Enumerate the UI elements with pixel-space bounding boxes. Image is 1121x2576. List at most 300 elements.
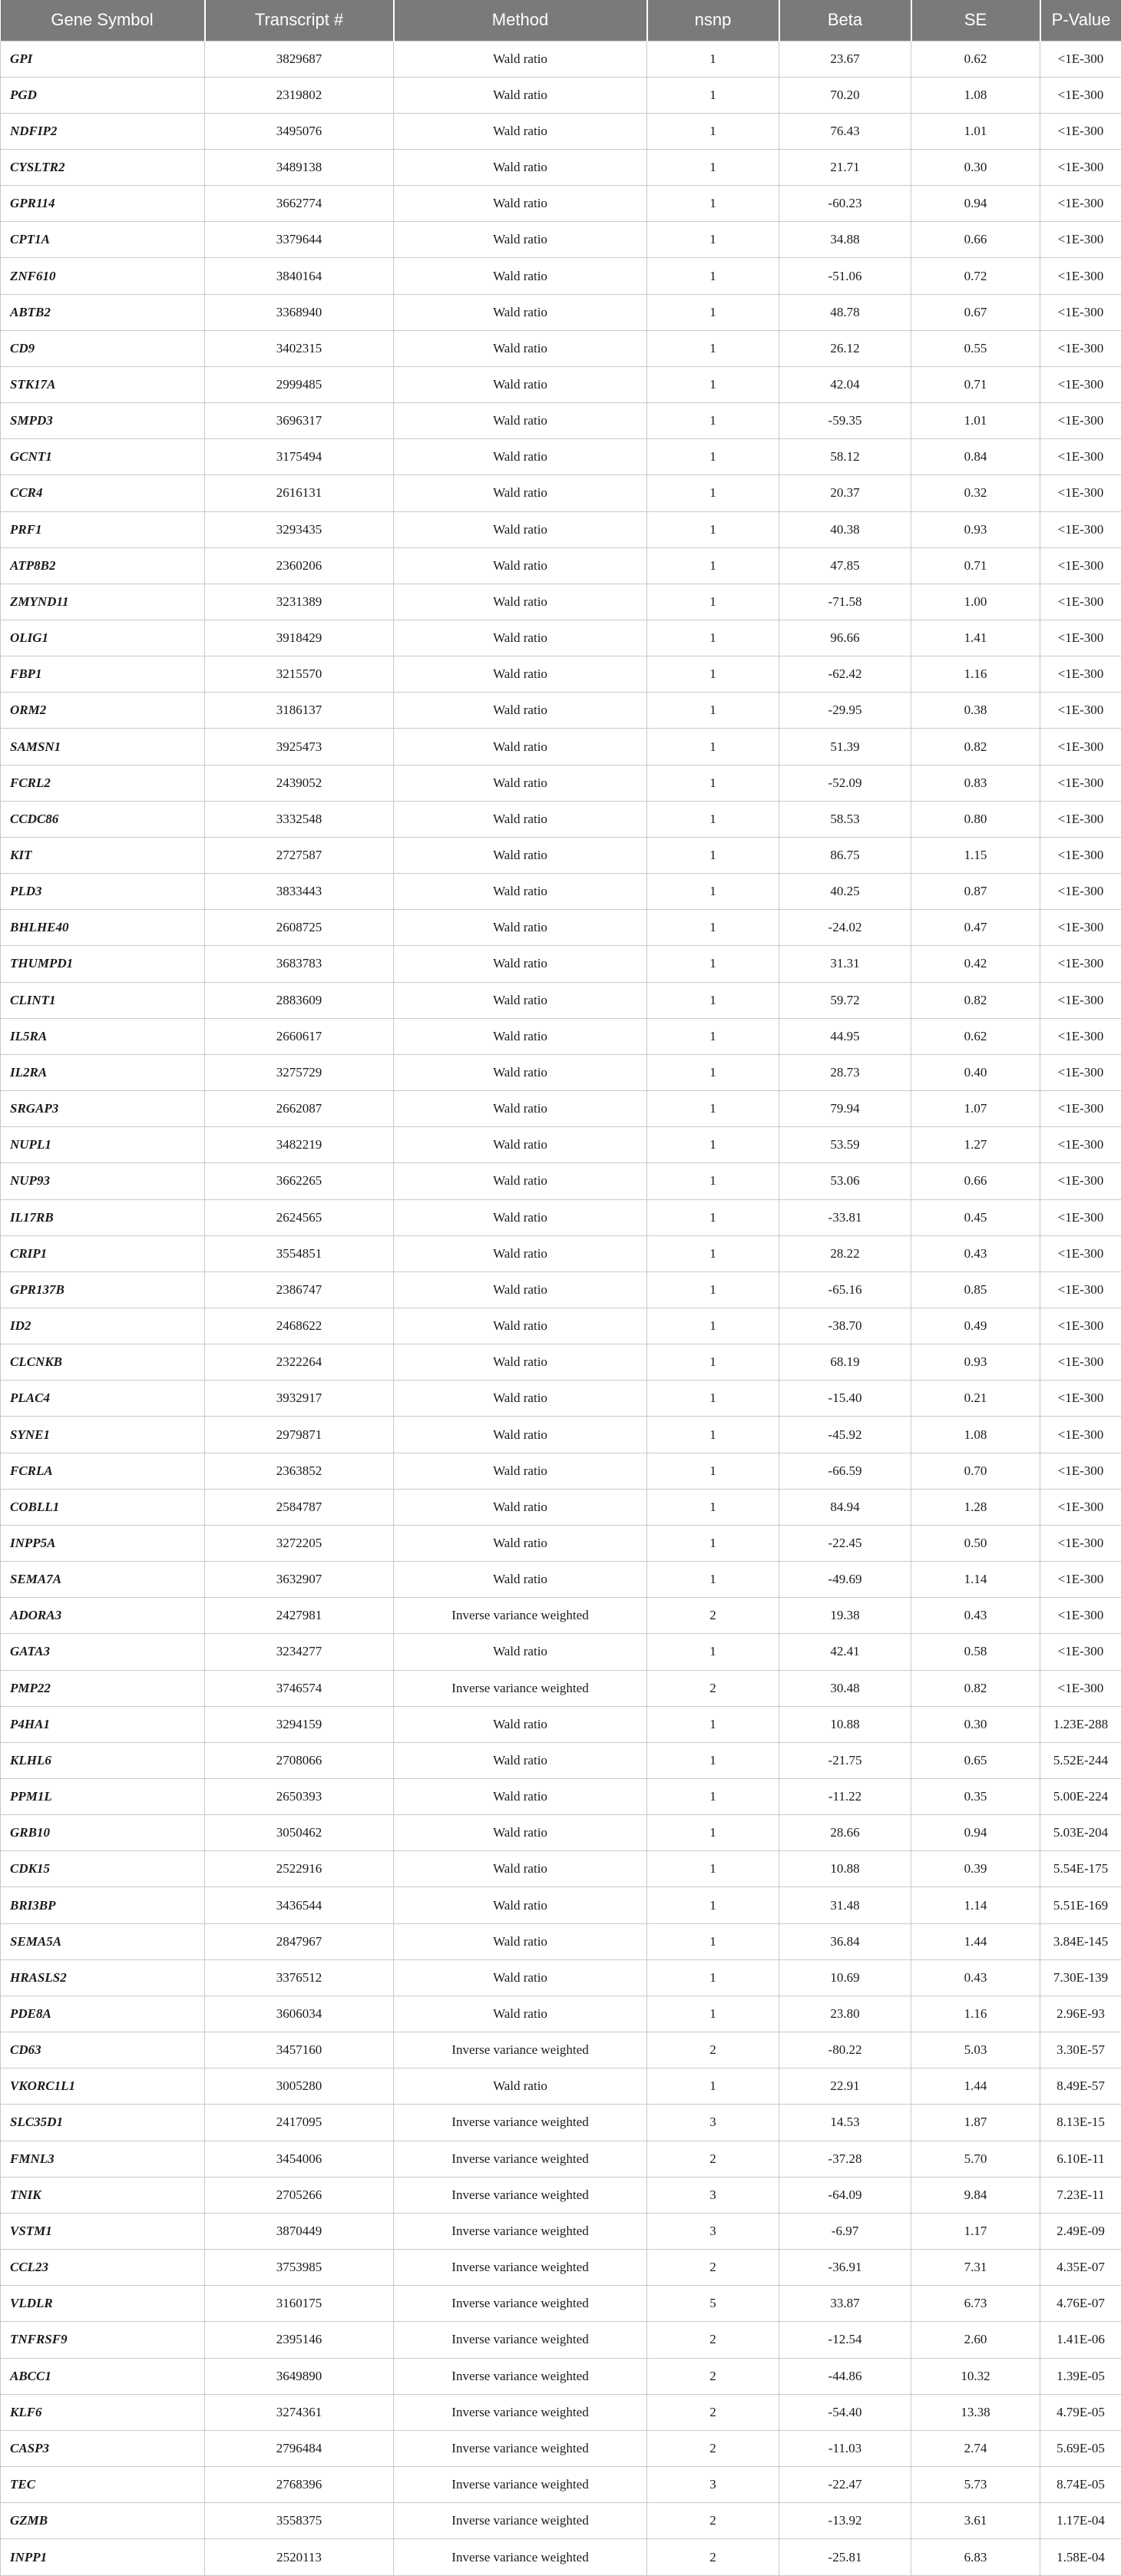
se-cell: 0.43 bbox=[911, 1598, 1040, 1634]
beta-cell: 86.75 bbox=[779, 837, 911, 873]
nsnp-cell: 1 bbox=[647, 1959, 779, 1996]
p-value-cell: <1E-300 bbox=[1040, 1054, 1121, 1090]
transcript-cell: 2386747 bbox=[205, 1271, 394, 1308]
method-cell: Wald ratio bbox=[394, 1742, 647, 1778]
se-cell: 0.43 bbox=[911, 1959, 1040, 1996]
method-cell: Inverse variance weighted bbox=[394, 2539, 647, 2576]
se-cell: 1.15 bbox=[911, 837, 1040, 873]
table-row bbox=[1, 1381, 1121, 1417]
table-row bbox=[1, 2430, 1121, 2466]
p-value-cell: <1E-300 bbox=[1040, 874, 1121, 910]
transcript-cell: 3554851 bbox=[205, 1235, 394, 1271]
method-cell: Wald ratio bbox=[394, 1851, 647, 1887]
gene-symbol-cell: VSTM1 bbox=[1, 2213, 205, 2249]
beta-cell: -21.75 bbox=[779, 1742, 911, 1778]
gene-symbol-cell: GATA3 bbox=[1, 1634, 205, 1670]
nsnp-cell: 1 bbox=[647, 1706, 779, 1742]
se-cell: 0.94 bbox=[911, 1815, 1040, 1851]
se-cell: 0.94 bbox=[911, 186, 1040, 222]
p-value-cell: <1E-300 bbox=[1040, 439, 1121, 475]
method-cell: Wald ratio bbox=[394, 1091, 647, 1127]
se-cell: 0.45 bbox=[911, 1199, 1040, 1235]
transcript-cell: 2979871 bbox=[205, 1417, 394, 1453]
p-value-cell: 2.96E-93 bbox=[1040, 1996, 1121, 2032]
p-value-cell: <1E-300 bbox=[1040, 1271, 1121, 1308]
se-cell: 1.01 bbox=[911, 113, 1040, 149]
method-cell: Wald ratio bbox=[394, 584, 647, 620]
p-value-cell: 3.30E-57 bbox=[1040, 2032, 1121, 2068]
transcript-cell: 3932917 bbox=[205, 1381, 394, 1417]
table-row bbox=[1, 1851, 1121, 1887]
table-row bbox=[1, 439, 1121, 475]
nsnp-cell: 1 bbox=[647, 113, 779, 149]
table-row bbox=[1, 2213, 1121, 2249]
method-cell: Wald ratio bbox=[394, 366, 647, 402]
nsnp-cell: 1 bbox=[647, 403, 779, 439]
method-cell: Wald ratio bbox=[394, 1344, 647, 1381]
nsnp-cell: 1 bbox=[647, 765, 779, 801]
nsnp-cell: 1 bbox=[647, 946, 779, 982]
nsnp-cell: 1 bbox=[647, 1742, 779, 1778]
transcript-cell: 3436544 bbox=[205, 1887, 394, 1923]
beta-cell: -36.91 bbox=[779, 2250, 911, 2286]
transcript-cell: 3829687 bbox=[205, 41, 394, 77]
se-cell: 0.66 bbox=[911, 1163, 1040, 1199]
se-cell: 0.87 bbox=[911, 874, 1040, 910]
table-row bbox=[1, 1199, 1121, 1235]
nsnp-cell: 1 bbox=[647, 1271, 779, 1308]
transcript-cell: 3870449 bbox=[205, 2213, 394, 2249]
gene-symbol-cell: FCRL2 bbox=[1, 765, 205, 801]
beta-cell: 70.20 bbox=[779, 77, 911, 113]
beta-cell: 20.37 bbox=[779, 475, 911, 511]
se-cell: 1.28 bbox=[911, 1489, 1040, 1525]
nsnp-cell: 1 bbox=[647, 1127, 779, 1163]
gene-symbol-cell: ADORA3 bbox=[1, 1598, 205, 1634]
beta-cell: -80.22 bbox=[779, 2032, 911, 2068]
p-value-cell: <1E-300 bbox=[1040, 149, 1121, 185]
method-cell: Wald ratio bbox=[394, 765, 647, 801]
method-cell: Wald ratio bbox=[394, 1054, 647, 1090]
p-value-cell: <1E-300 bbox=[1040, 1525, 1121, 1561]
method-cell: Wald ratio bbox=[394, 1489, 647, 1525]
method-cell: Inverse variance weighted bbox=[394, 2322, 647, 2358]
nsnp-cell: 1 bbox=[647, 1815, 779, 1851]
beta-cell: -59.35 bbox=[779, 403, 911, 439]
beta-cell: 84.94 bbox=[779, 1489, 911, 1525]
nsnp-cell: 1 bbox=[647, 511, 779, 547]
table-row bbox=[1, 982, 1121, 1018]
method-cell: Wald ratio bbox=[394, 1923, 647, 1959]
se-cell: 0.58 bbox=[911, 1634, 1040, 1670]
table-row bbox=[1, 765, 1121, 801]
method-cell: Wald ratio bbox=[394, 1453, 647, 1489]
p-value-cell: 1.23E-288 bbox=[1040, 1706, 1121, 1742]
nsnp-cell: 1 bbox=[647, 1163, 779, 1199]
method-cell: Wald ratio bbox=[394, 729, 647, 765]
p-value-cell: <1E-300 bbox=[1040, 1127, 1121, 1163]
se-cell: 6.83 bbox=[911, 2539, 1040, 2576]
gene-symbol-cell: CCR4 bbox=[1, 475, 205, 511]
table-row bbox=[1, 1235, 1121, 1271]
beta-cell: -11.03 bbox=[779, 2430, 911, 2466]
gene-symbol-cell: CCL23 bbox=[1, 2250, 205, 2286]
se-cell: 0.35 bbox=[911, 1779, 1040, 1815]
method-cell: Wald ratio bbox=[394, 1163, 647, 1199]
transcript-cell: 3696317 bbox=[205, 403, 394, 439]
se-cell: 0.83 bbox=[911, 765, 1040, 801]
nsnp-cell: 2 bbox=[647, 1670, 779, 1706]
transcript-cell: 3005280 bbox=[205, 2068, 394, 2105]
nsnp-cell: 3 bbox=[647, 2177, 779, 2213]
beta-cell: -29.95 bbox=[779, 693, 911, 729]
nsnp-cell: 1 bbox=[647, 1634, 779, 1670]
table-row bbox=[1, 2105, 1121, 2141]
gene-symbol-cell: CYSLTR2 bbox=[1, 149, 205, 185]
nsnp-cell: 1 bbox=[647, 1018, 779, 1054]
table-row bbox=[1, 2068, 1121, 2105]
p-value-cell: <1E-300 bbox=[1040, 1018, 1121, 1054]
nsnp-cell: 1 bbox=[647, 1199, 779, 1235]
p-value-cell: <1E-300 bbox=[1040, 1308, 1121, 1344]
p-value-cell: <1E-300 bbox=[1040, 330, 1121, 366]
se-cell: 0.82 bbox=[911, 982, 1040, 1018]
method-cell: Wald ratio bbox=[394, 656, 647, 693]
p-value-cell: <1E-300 bbox=[1040, 1344, 1121, 1381]
beta-cell: -62.42 bbox=[779, 656, 911, 693]
method-cell: Wald ratio bbox=[394, 1018, 647, 1054]
se-cell: 1.14 bbox=[911, 1562, 1040, 1598]
method-cell: Wald ratio bbox=[394, 186, 647, 222]
nsnp-cell: 2 bbox=[647, 2394, 779, 2430]
nsnp-cell: 1 bbox=[647, 729, 779, 765]
table-row bbox=[1, 1091, 1121, 1127]
nsnp-cell: 1 bbox=[647, 475, 779, 511]
p-value-cell: 1.39E-05 bbox=[1040, 2358, 1121, 2394]
p-value-cell: <1E-300 bbox=[1040, 1091, 1121, 1127]
p-value-cell: <1E-300 bbox=[1040, 222, 1121, 258]
p-value-cell: 2.49E-09 bbox=[1040, 2213, 1121, 2249]
gene-symbol-cell: COBLL1 bbox=[1, 1489, 205, 1525]
transcript-cell: 2847967 bbox=[205, 1923, 394, 1959]
transcript-cell: 3753985 bbox=[205, 2250, 394, 2286]
table-row bbox=[1, 1996, 1121, 2032]
nsnp-cell: 1 bbox=[647, 1851, 779, 1887]
beta-cell: 30.48 bbox=[779, 1670, 911, 1706]
table-row bbox=[1, 222, 1121, 258]
beta-cell: -15.40 bbox=[779, 1381, 911, 1417]
gene-symbol-cell: CASP3 bbox=[1, 2430, 205, 2466]
se-cell: 0.55 bbox=[911, 330, 1040, 366]
transcript-cell: 2999485 bbox=[205, 366, 394, 402]
gene-symbol-cell: CRIP1 bbox=[1, 1235, 205, 1271]
table-row bbox=[1, 366, 1121, 402]
method-cell: Inverse variance weighted bbox=[394, 2177, 647, 2213]
beta-cell: 26.12 bbox=[779, 330, 911, 366]
p-value-cell: 7.23E-11 bbox=[1040, 2177, 1121, 2213]
transcript-cell: 2624565 bbox=[205, 1199, 394, 1235]
method-cell: Wald ratio bbox=[394, 910, 647, 946]
se-cell: 7.31 bbox=[911, 2250, 1040, 2286]
transcript-cell: 3649890 bbox=[205, 2358, 394, 2394]
nsnp-cell: 5 bbox=[647, 2286, 779, 2322]
table-row bbox=[1, 2358, 1121, 2394]
se-cell: 0.50 bbox=[911, 1525, 1040, 1561]
se-cell: 0.82 bbox=[911, 729, 1040, 765]
method-cell: Wald ratio bbox=[394, 294, 647, 330]
se-cell: 0.30 bbox=[911, 149, 1040, 185]
transcript-cell: 2883609 bbox=[205, 982, 394, 1018]
transcript-cell: 2584787 bbox=[205, 1489, 394, 1525]
gene-symbol-cell: FCRLA bbox=[1, 1453, 205, 1489]
gene-symbol-cell: FMNL3 bbox=[1, 2141, 205, 2177]
se-cell: 0.30 bbox=[911, 1706, 1040, 1742]
nsnp-cell: 1 bbox=[647, 584, 779, 620]
transcript-cell: 2417095 bbox=[205, 2105, 394, 2141]
method-cell: Wald ratio bbox=[394, 1235, 647, 1271]
se-cell: 1.87 bbox=[911, 2105, 1040, 2141]
beta-cell: 31.48 bbox=[779, 1887, 911, 1923]
gene-symbol-cell: TEC bbox=[1, 2466, 205, 2502]
p-value-cell: <1E-300 bbox=[1040, 765, 1121, 801]
table-row bbox=[1, 1018, 1121, 1054]
gene-symbol-cell: ZNF610 bbox=[1, 258, 205, 294]
p-value-cell: <1E-300 bbox=[1040, 1417, 1121, 1453]
gene-symbol-cell: ATP8B2 bbox=[1, 547, 205, 584]
gene-symbol-cell: P4HA1 bbox=[1, 1706, 205, 1742]
table-row bbox=[1, 1779, 1121, 1815]
p-value-cell: 5.00E-224 bbox=[1040, 1779, 1121, 1815]
gene-symbol-cell: PDE8A bbox=[1, 1996, 205, 2032]
method-cell: Wald ratio bbox=[394, 403, 647, 439]
p-value-cell: <1E-300 bbox=[1040, 366, 1121, 402]
beta-cell: -24.02 bbox=[779, 910, 911, 946]
beta-cell: -45.92 bbox=[779, 1417, 911, 1453]
se-cell: 1.00 bbox=[911, 584, 1040, 620]
p-value-cell: 4.79E-05 bbox=[1040, 2394, 1121, 2430]
table-row bbox=[1, 2539, 1121, 2576]
gene-symbol-cell: GRB10 bbox=[1, 1815, 205, 1851]
se-cell: 1.08 bbox=[911, 1417, 1040, 1453]
gene-symbol-cell: FBP1 bbox=[1, 656, 205, 693]
p-value-cell: <1E-300 bbox=[1040, 294, 1121, 330]
method-cell: Wald ratio bbox=[394, 330, 647, 366]
method-cell: Wald ratio bbox=[394, 1996, 647, 2032]
nsnp-cell: 1 bbox=[647, 186, 779, 222]
method-cell: Wald ratio bbox=[394, 1779, 647, 1815]
table-row bbox=[1, 1489, 1121, 1525]
table-row bbox=[1, 693, 1121, 729]
method-cell: Wald ratio bbox=[394, 1562, 647, 1598]
method-cell: Wald ratio bbox=[394, 1271, 647, 1308]
table-row bbox=[1, 403, 1121, 439]
transcript-cell: 3368940 bbox=[205, 294, 394, 330]
p-value-cell: <1E-300 bbox=[1040, 1453, 1121, 1489]
gene-symbol-cell: THUMPD1 bbox=[1, 946, 205, 982]
se-cell: 3.61 bbox=[911, 2503, 1040, 2539]
method-cell: Wald ratio bbox=[394, 837, 647, 873]
transcript-cell: 3293435 bbox=[205, 511, 394, 547]
nsnp-cell: 1 bbox=[647, 1489, 779, 1525]
gene-symbol-cell: PLD3 bbox=[1, 874, 205, 910]
method-cell: Inverse variance weighted bbox=[394, 2286, 647, 2322]
se-cell: 9.84 bbox=[911, 2177, 1040, 2213]
table-row bbox=[1, 294, 1121, 330]
table-row bbox=[1, 2250, 1121, 2286]
table-row bbox=[1, 1271, 1121, 1308]
header-gene-symbol: Gene Symbol bbox=[1, 0, 205, 41]
se-cell: 5.70 bbox=[911, 2141, 1040, 2177]
transcript-cell: 3489138 bbox=[205, 149, 394, 185]
p-value-cell: 8.74E-05 bbox=[1040, 2466, 1121, 2502]
nsnp-cell: 1 bbox=[647, 801, 779, 837]
method-cell: Wald ratio bbox=[394, 113, 647, 149]
gene-symbol-cell: OLIG1 bbox=[1, 620, 205, 656]
beta-cell: 51.39 bbox=[779, 729, 911, 765]
gene-symbol-cell: KIT bbox=[1, 837, 205, 873]
gene-symbol-cell: PGD bbox=[1, 77, 205, 113]
se-cell: 0.67 bbox=[911, 294, 1040, 330]
table-row bbox=[1, 475, 1121, 511]
method-cell: Wald ratio bbox=[394, 1887, 647, 1923]
se-cell: 0.65 bbox=[911, 1742, 1040, 1778]
method-cell: Wald ratio bbox=[394, 1959, 647, 1996]
p-value-cell: <1E-300 bbox=[1040, 729, 1121, 765]
method-cell: Wald ratio bbox=[394, 258, 647, 294]
header-beta: Beta bbox=[779, 0, 911, 41]
transcript-cell: 3379644 bbox=[205, 222, 394, 258]
p-value-cell: <1E-300 bbox=[1040, 656, 1121, 693]
p-value-cell: <1E-300 bbox=[1040, 982, 1121, 1018]
p-value-cell: <1E-300 bbox=[1040, 801, 1121, 837]
nsnp-cell: 1 bbox=[647, 547, 779, 584]
transcript-cell: 2650393 bbox=[205, 1779, 394, 1815]
table-row bbox=[1, 41, 1121, 77]
p-value-cell: <1E-300 bbox=[1040, 1634, 1121, 1670]
p-value-cell: <1E-300 bbox=[1040, 1598, 1121, 1634]
transcript-cell: 3274361 bbox=[205, 2394, 394, 2430]
method-cell: Wald ratio bbox=[394, 222, 647, 258]
p-value-cell: <1E-300 bbox=[1040, 837, 1121, 873]
nsnp-cell: 1 bbox=[647, 1308, 779, 1344]
method-cell: Inverse variance weighted bbox=[394, 2466, 647, 2502]
se-cell: 1.16 bbox=[911, 1996, 1040, 2032]
se-cell: 10.32 bbox=[911, 2358, 1040, 2394]
gene-symbol-cell: CD63 bbox=[1, 2032, 205, 2068]
p-value-cell: 4.76E-07 bbox=[1040, 2286, 1121, 2322]
p-value-cell: <1E-300 bbox=[1040, 1381, 1121, 1417]
method-cell: Wald ratio bbox=[394, 620, 647, 656]
table-row bbox=[1, 946, 1121, 982]
transcript-cell: 3376512 bbox=[205, 1959, 394, 1996]
nsnp-cell: 2 bbox=[647, 2503, 779, 2539]
gene-symbol-cell: CCDC86 bbox=[1, 801, 205, 837]
gene-symbol-cell: CLCNKB bbox=[1, 1344, 205, 1381]
p-value-cell: 4.35E-07 bbox=[1040, 2250, 1121, 2286]
nsnp-cell: 3 bbox=[647, 2213, 779, 2249]
beta-cell: 76.43 bbox=[779, 113, 911, 149]
beta-cell: -13.92 bbox=[779, 2503, 911, 2539]
gene-symbol-cell: VKORC1L1 bbox=[1, 2068, 205, 2105]
header-p-value: P-Value bbox=[1040, 0, 1121, 41]
transcript-cell: 2360206 bbox=[205, 547, 394, 584]
se-cell: 0.38 bbox=[911, 693, 1040, 729]
beta-cell: 42.04 bbox=[779, 366, 911, 402]
table-row bbox=[1, 1634, 1121, 1670]
p-value-cell: 5.54E-175 bbox=[1040, 1851, 1121, 1887]
method-cell: Wald ratio bbox=[394, 1815, 647, 1851]
table-row bbox=[1, 584, 1121, 620]
transcript-cell: 2616131 bbox=[205, 475, 394, 511]
table-row bbox=[1, 547, 1121, 584]
gene-symbol-cell: TNFRSF9 bbox=[1, 2322, 205, 2358]
se-cell: 0.93 bbox=[911, 511, 1040, 547]
method-cell: Inverse variance weighted bbox=[394, 2430, 647, 2466]
table-row bbox=[1, 2032, 1121, 2068]
nsnp-cell: 2 bbox=[647, 2430, 779, 2466]
beta-cell: -33.81 bbox=[779, 1199, 911, 1235]
nsnp-cell: 1 bbox=[647, 1235, 779, 1271]
gene-symbol-cell: BRI3BP bbox=[1, 1887, 205, 1923]
gene-symbol-cell: SMPD3 bbox=[1, 403, 205, 439]
table-row bbox=[1, 656, 1121, 693]
transcript-cell: 3332548 bbox=[205, 801, 394, 837]
se-cell: 1.17 bbox=[911, 2213, 1040, 2249]
table-row bbox=[1, 910, 1121, 946]
nsnp-cell: 1 bbox=[647, 874, 779, 910]
gene-symbol-cell: GPR114 bbox=[1, 186, 205, 222]
beta-cell: -11.22 bbox=[779, 1779, 911, 1815]
transcript-cell: 2705266 bbox=[205, 2177, 394, 2213]
gene-symbol-cell: CDK15 bbox=[1, 1851, 205, 1887]
table-body bbox=[1, 41, 1121, 2576]
method-cell: Inverse variance weighted bbox=[394, 2141, 647, 2177]
beta-cell: 23.80 bbox=[779, 1996, 911, 2032]
table-row bbox=[1, 1163, 1121, 1199]
nsnp-cell: 1 bbox=[647, 1091, 779, 1127]
method-cell: Wald ratio bbox=[394, 1417, 647, 1453]
transcript-cell: 3294159 bbox=[205, 1706, 394, 1742]
table-row bbox=[1, 2177, 1121, 2213]
gene-symbol-cell: PMP22 bbox=[1, 1670, 205, 1706]
p-value-cell: <1E-300 bbox=[1040, 910, 1121, 946]
beta-cell: 34.88 bbox=[779, 222, 911, 258]
se-cell: 0.93 bbox=[911, 1344, 1040, 1381]
gene-symbol-cell: BHLHE40 bbox=[1, 910, 205, 946]
table-row bbox=[1, 1562, 1121, 1598]
gene-symbol-cell: INPP1 bbox=[1, 2539, 205, 2576]
header-row bbox=[1, 0, 1121, 41]
beta-cell: 53.06 bbox=[779, 1163, 911, 1199]
p-value-cell: <1E-300 bbox=[1040, 1489, 1121, 1525]
gene-symbol-cell: IL5RA bbox=[1, 1018, 205, 1054]
p-value-cell: <1E-300 bbox=[1040, 946, 1121, 982]
table-row bbox=[1, 1308, 1121, 1344]
transcript-cell: 3925473 bbox=[205, 729, 394, 765]
se-cell: 0.66 bbox=[911, 222, 1040, 258]
table-row bbox=[1, 620, 1121, 656]
transcript-cell: 2319802 bbox=[205, 77, 394, 113]
se-cell: 2.60 bbox=[911, 2322, 1040, 2358]
se-cell: 0.49 bbox=[911, 1308, 1040, 1344]
beta-cell: 22.91 bbox=[779, 2068, 911, 2105]
method-cell: Inverse variance weighted bbox=[394, 2394, 647, 2430]
beta-cell: 28.66 bbox=[779, 1815, 911, 1851]
gene-symbol-cell: CD9 bbox=[1, 330, 205, 366]
table-row bbox=[1, 1742, 1121, 1778]
p-value-cell: 1.17E-04 bbox=[1040, 2503, 1121, 2539]
table-row bbox=[1, 2503, 1121, 2539]
